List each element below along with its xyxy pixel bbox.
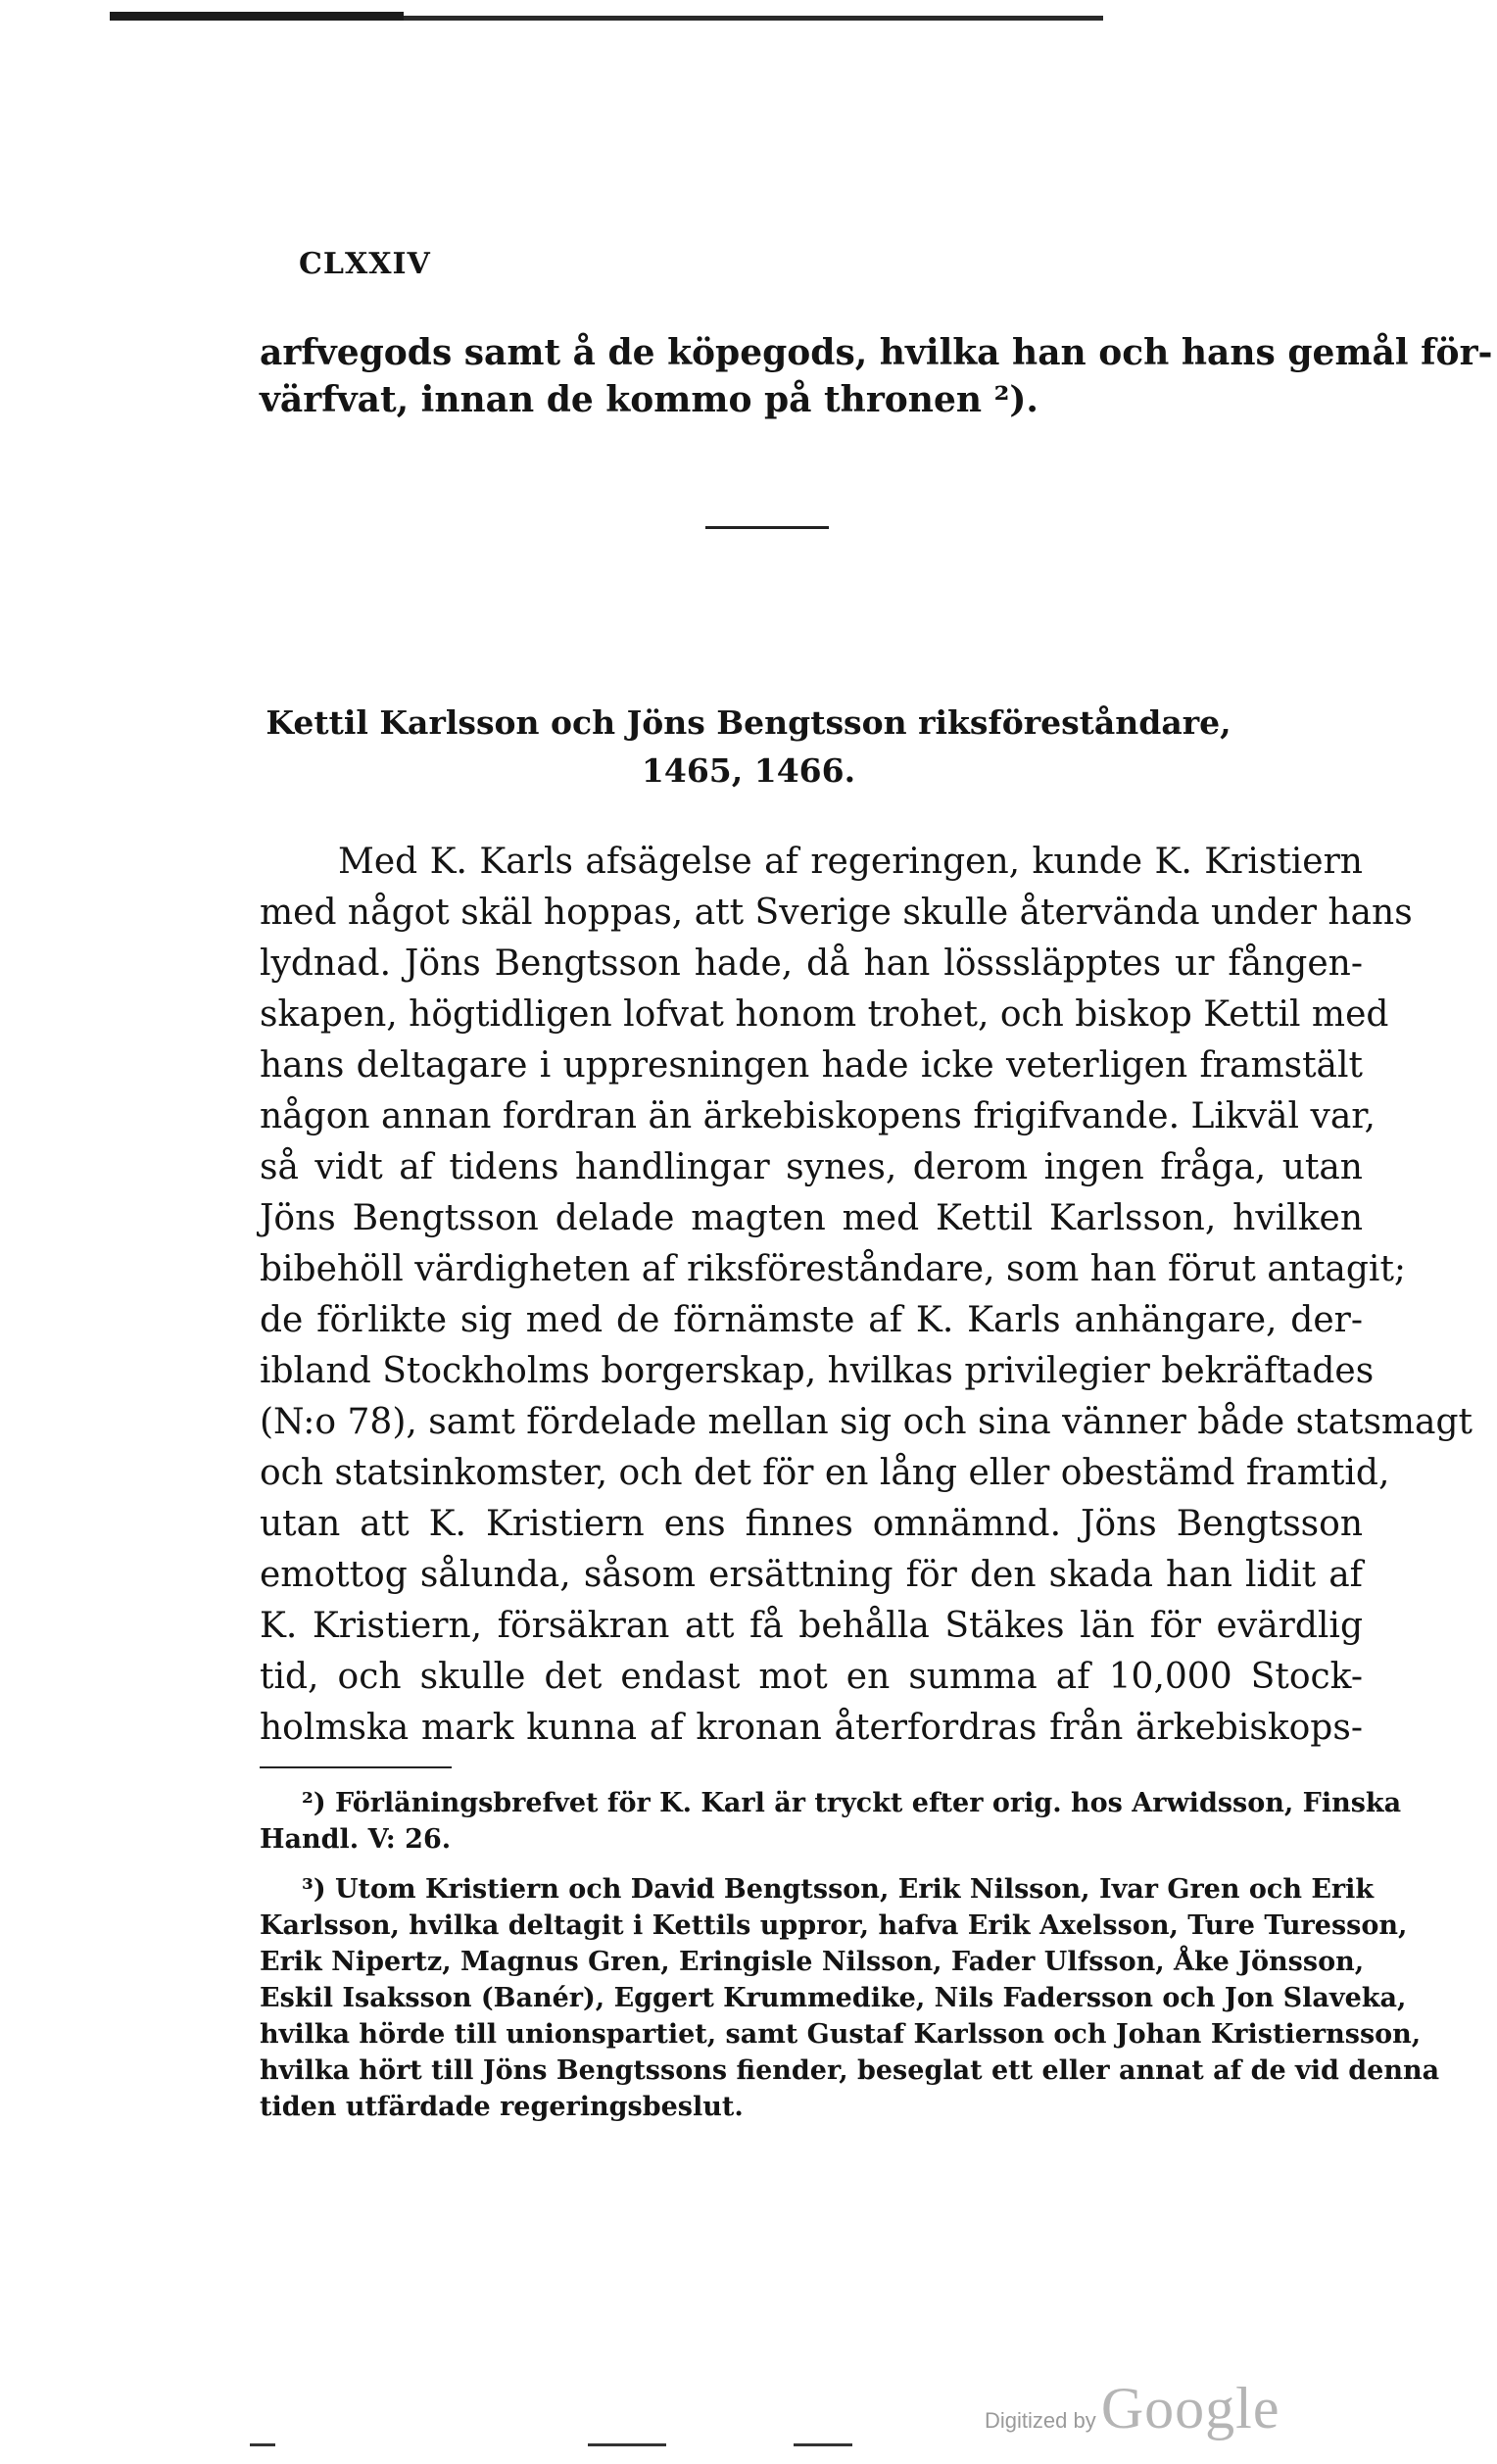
footnote-3-line-6: hvilka hört till Jöns Bengtssons fiender, beseglat ett eller annat af de vid denna <box>260 2055 1440 2086</box>
section-separator <box>705 526 829 529</box>
body-line-11: ibland Stockholms borgerskap, hvilkas privilegier bekräftades <box>260 1351 1375 1391</box>
body-line-15: emottog sålunda, såsom ersättning för den skada han lidit af <box>260 1555 1363 1595</box>
footnote-2-line-1: ²) Förläningsbrefvet för K. Karl är tryckt efter orig. hos Arwidsson, Finska <box>302 1788 1402 1818</box>
body-line-5: hans deltagare i uppresningen hade icke veterligen framstält <box>260 1045 1363 1086</box>
body-line-8: Jöns Bengtsson delade magten med Kettil Karlsson, hvilken <box>260 1198 1363 1238</box>
body-line-3: lydnad. Jöns Bengtsson hade, då han lösssläpptes ur fången- <box>260 943 1363 984</box>
footnote-3-line-4: Eskil Isaksson (Banér), Eggert Krummedike, Nils Fadersson och Jon Slaveka, <box>260 1983 1407 2013</box>
body-line-13: och statsinkomster, och det för en lång eller obestämd framtid, <box>260 1453 1390 1493</box>
body-line-9: bibehöll värdigheten af riksföreståndare, som han förut antagit; <box>260 1249 1407 1289</box>
body-line-12: (N:o 78), samt fördelade mellan sig och sina vänner både statsmagt <box>260 1402 1473 1442</box>
scan-top-rule-thick <box>110 12 404 21</box>
footnote-3-line-5: hvilka hörde till unionspartiet, samt Gustaf Karlsson och Johan Kristiernsson, <box>260 2019 1422 2050</box>
google-logo: Google <box>1100 2376 1280 2440</box>
scan-bottom-mark <box>588 2443 666 2446</box>
body-line-17: tid, och skulle det endast mot en summa af 10,000 Stock- <box>260 1657 1363 1697</box>
intro-line-2: värfvat, innan de kommo på thronen ²). <box>260 379 1038 420</box>
page-number: CLXXIV <box>299 247 431 281</box>
body-line-6: någon annan fordran än ärkebiskopens frigifvande. Likväl var, <box>260 1096 1376 1136</box>
google-watermark <box>985 2375 1280 2442</box>
watermark-prefix: Digitized by <box>985 2408 1096 2433</box>
footnote-3-line-3: Erik Nipertz, Magnus Gren, Eringisle Nilsson, Fader Ulfsson, Åke Jönsson, <box>260 1947 1365 1977</box>
body-line-10: de förlikte sig med de förnämste af K. Karls anhängare, der- <box>260 1300 1363 1340</box>
section-heading-line-2: 1465, 1466. <box>641 751 856 790</box>
footnote-3-line-1: ³) Utom Kristiern och David Bengtsson, Erik Nilsson, Ivar Gren och Erik <box>302 1874 1375 1905</box>
scan-top-rule <box>110 12 991 22</box>
intro-line-1: arfvegods samt å de köpegods, hvilka han och hans gemål för- <box>260 332 1493 373</box>
footnote-3-line-7: tiden utfärdade regeringsbeslut. <box>260 2092 744 2122</box>
footnote-separator <box>260 1766 452 1768</box>
body-line-18: holmska mark kunna af kronan återfordras från ärkebiskops- <box>260 1708 1363 1748</box>
scan-top-rule-thin <box>404 16 1103 21</box>
footnote-2-line-2: Handl. V: 26. <box>260 1824 452 1855</box>
body-line-1: Med K. Karls afsägelse af regeringen, kunde K. Kristiern <box>338 842 1363 882</box>
footnote-3-line-2: Karlsson, hvilka deltagit i Kettils uppror, hafva Erik Axelsson, Ture Turesson, <box>260 1910 1408 1941</box>
scan-bottom-mark <box>794 2443 852 2446</box>
body-line-16: K. Kristiern, försäkran att få behålla Stäkes län för evärdlig <box>260 1606 1363 1646</box>
body-line-2: med något skäl hoppas, att Sverige skulle återvända under hans <box>260 893 1413 933</box>
body-line-4: skapen, högtidligen lofvat honom trohet, och biskop Kettil med <box>260 994 1389 1035</box>
scan-bottom-mark <box>250 2443 275 2446</box>
section-heading-line-1: Kettil Karlsson och Jöns Bengtsson riksföreståndare, <box>266 703 1231 742</box>
body-line-14: utan att K. Kristiern ens finnes omnämnd. Jöns Bengtsson <box>260 1504 1363 1544</box>
body-line-7: så vidt af tidens handlingar synes, derom ingen fråga, utan <box>260 1147 1363 1187</box>
